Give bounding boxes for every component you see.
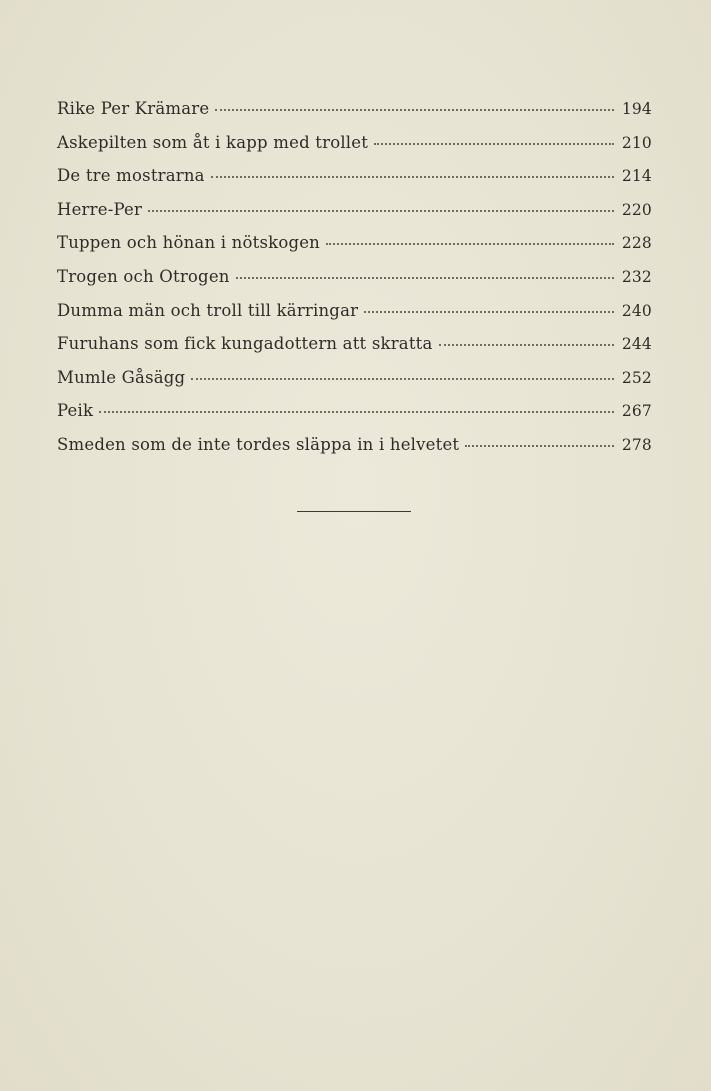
toc-entry [57, 368, 652, 402]
table-of-contents [57, 99, 652, 469]
toc-entry-title: Smeden som de inte tordes släppa in i helvetet [57, 434, 460, 454]
toc-entry-page: 252 [621, 368, 652, 387]
dot-leader [326, 242, 614, 245]
dot-leader [215, 108, 613, 111]
end-rule-divider [297, 511, 411, 512]
toc-entry-title: Herre-Per [57, 199, 143, 219]
toc-entry [57, 166, 652, 200]
dot-leader [236, 276, 614, 279]
toc-entry-page: 214 [621, 167, 652, 186]
toc-entry [57, 301, 652, 335]
dot-leader [148, 209, 614, 212]
toc-entry-page: 244 [621, 335, 652, 354]
toc-entry-page: 220 [621, 200, 652, 219]
toc-entry-title: Tuppen och hönan i nötskogen [57, 233, 321, 253]
dot-leader [465, 444, 614, 447]
toc-entry [57, 99, 652, 133]
toc-entry-page: 267 [621, 402, 652, 421]
toc-entry-page: 194 [621, 100, 652, 118]
toc-entry [57, 133, 652, 167]
dot-leader [99, 410, 614, 413]
toc-entry-title: Dumma män och troll till kärringar [57, 300, 359, 320]
toc-entry-page: 240 [621, 301, 652, 320]
toc-entry [57, 267, 652, 301]
toc-entry [57, 435, 652, 469]
toc-entry [57, 334, 652, 368]
toc-entry-page: 228 [621, 234, 652, 253]
toc-entry-page: 278 [621, 435, 652, 454]
toc-entry-page: 210 [621, 133, 652, 152]
toc-entry-title: Furuhans som fick kungadottern att skratta [57, 334, 433, 354]
toc-entry-title: Askepilten som åt i kapp med trollet [57, 132, 369, 152]
toc-entry [57, 401, 652, 435]
dot-leader [439, 343, 614, 346]
toc-entry-title: De tre mostrarna [57, 166, 205, 186]
toc-entry-title: Mumle Gåsägg [57, 367, 186, 387]
toc-entry-title: Peik [57, 401, 94, 421]
dot-leader [364, 310, 614, 313]
dot-leader [374, 142, 614, 145]
dot-leader [211, 175, 614, 178]
dot-leader [191, 377, 614, 380]
toc-entry [57, 200, 652, 234]
toc-entry-title: Rike Per Krämare [57, 99, 210, 118]
toc-entry-page: 232 [621, 267, 652, 286]
toc-entry [57, 233, 652, 267]
toc-entry-title: Trogen och Otrogen [57, 266, 230, 286]
